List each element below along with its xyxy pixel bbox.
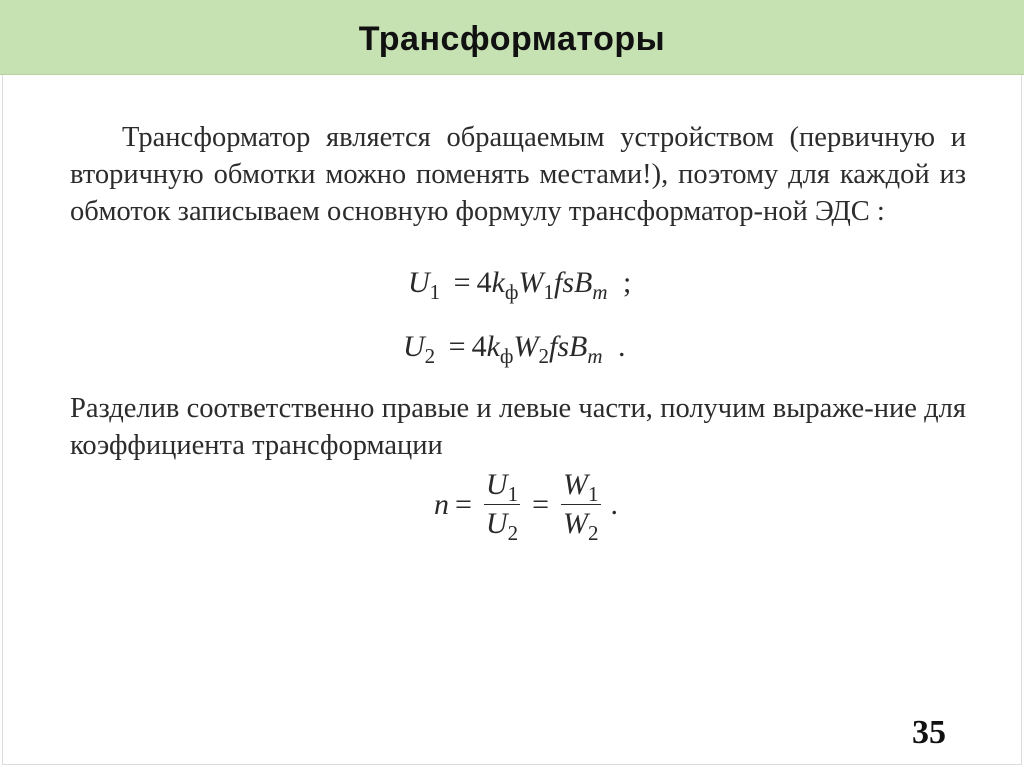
fraction-u: $\frac{U_1}{U_2}$ bbox=[485, 468, 519, 546]
fraction-w: $\frac{W_1}{W_2}$ bbox=[563, 468, 599, 546]
formula-u2: $U_2 = 4k_фW_2fsB_m$ . bbox=[403, 330, 626, 369]
page-number: 35 bbox=[912, 714, 946, 751]
formula-u1: $U_1 = 4k_фW_1fsB_m$ ; bbox=[408, 266, 632, 305]
paragraph-ratio: Разделив соответственно правые и левые части, получим выраже-ние для коэффициента трансформации bbox=[70, 393, 966, 461]
formula-ratio: n = $\frac{U_1}{U_2}$ = $\frac{W_1}{W_2}$ . bbox=[434, 468, 619, 546]
paragraph-intro: Трансформатор является обращаемым устройством (первичную и вторичную обмотки можно поменять местами!), поэтому для каждой из обмоток записываем основную формулу трансформатор-ной ЭДС : bbox=[70, 122, 966, 227]
slide-title: Трансформаторы bbox=[358, 19, 666, 58]
